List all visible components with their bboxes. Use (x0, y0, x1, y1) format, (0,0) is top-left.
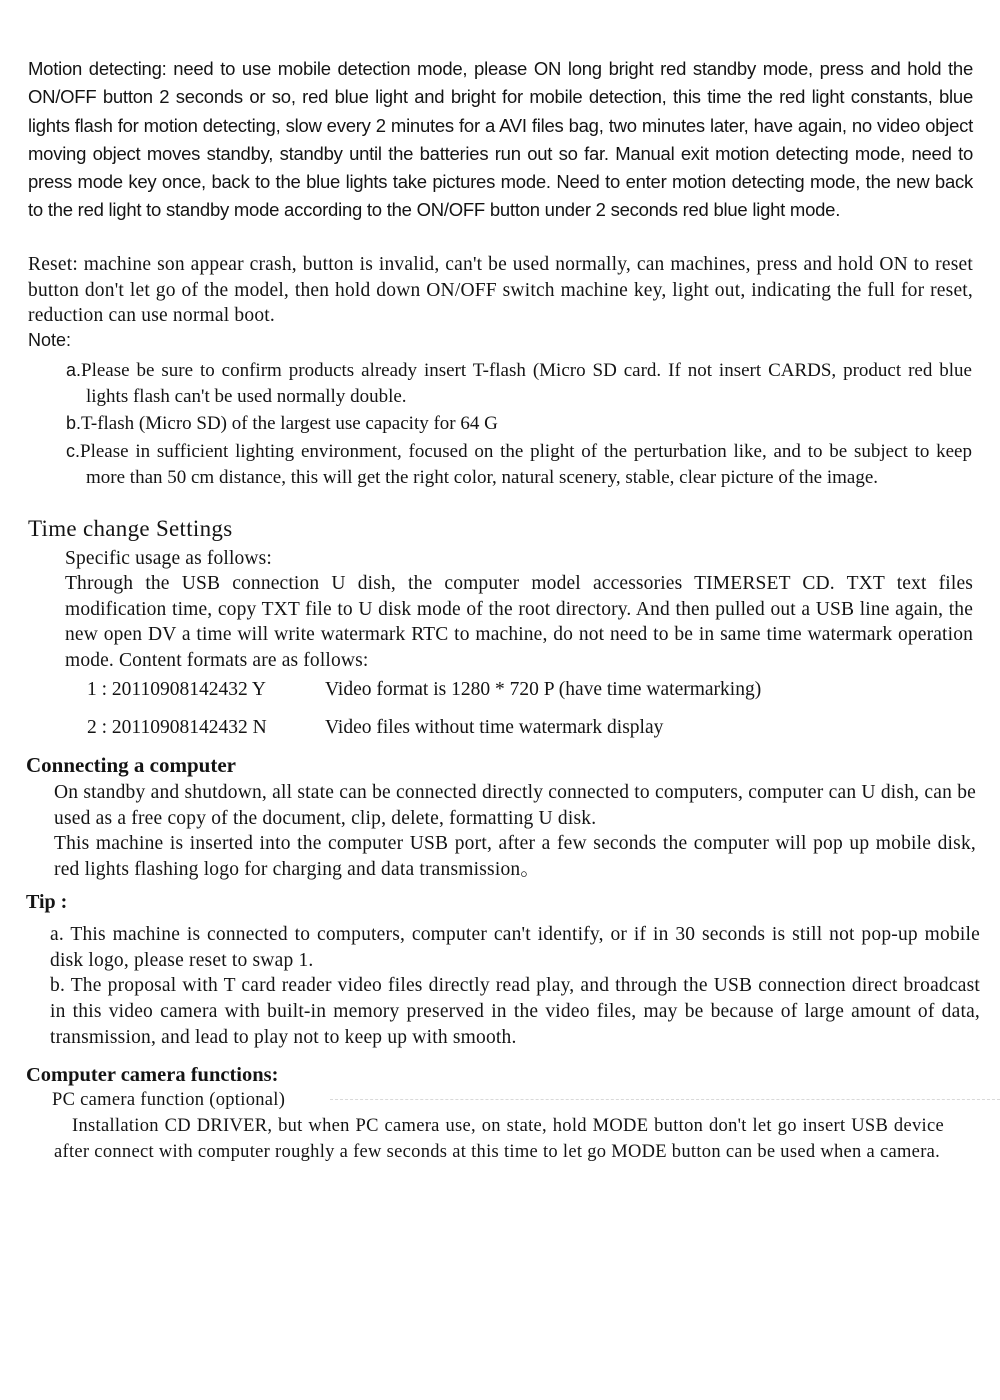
note-item-a (66, 358, 972, 409)
connecting-paragraph-1: On standby and shutdown, all state can be connected directly connected to computers, computer can U dish, can be used as a free copy of the document, clip, delete, formatting U disk. (54, 782, 976, 829)
format-description: Video format is 1280 * 720 P (have time watermarking) (325, 679, 762, 700)
note-item-text: Please in sufficient lighting environment, focused on the plight of the perturbation like, and to be subject to keep more than 50 cm distance, this will get the right color, natural scenery, stable, clear picture of the image. (80, 441, 972, 488)
note-item-letter: a. (66, 360, 82, 380)
note-item-text: Please be sure to confirm products already insert T-flash (Micro SD card. If not insert CARDS, product red blue lights flash can't be used normally double. (81, 360, 972, 407)
note-item-c (66, 439, 972, 490)
note-item-letter: c. (66, 441, 81, 461)
note-item-letter: b. (66, 413, 82, 433)
format-description: Video files without time watermark display (325, 717, 664, 738)
connecting-paragraph-2: This machine is inserted into the computer USB port, after a few seconds the computer will pop up mobile disk, red lights flashing logo for charging and data transmission。 (54, 833, 976, 880)
note-item-text: T-flash (Micro SD) of the largest use capacity for 64 G (81, 413, 498, 434)
time-change-usage: Specific usage as follows: (65, 548, 272, 569)
format-code: 2 : 20110908142432 N (87, 717, 267, 738)
format-row-1 (87, 679, 761, 701)
connecting-title: Connecting a computer (26, 753, 236, 777)
time-change-body: Through the USB connection U dish, the computer model accessories TIMERSET CD. TXT text files modification time, copy TXT file to U disk mode of the root directory. And then pulled out a USB line again, the new open DV a time will write watermark RTC to machine, do not need to be in same time watermark operation mode. Content formats are as follows: (65, 573, 973, 671)
note-item-b (66, 411, 972, 437)
format-row-2 (87, 717, 663, 739)
pc-camera-subtitle: PC camera function (optional) (52, 1090, 286, 1110)
tip-item-a: a. This machine is connected to computers, computer can't identify, or if in 30 seconds is still not pop-up mobile disk logo, please reset to swap 1. (50, 924, 980, 971)
tip-item-b: b. The proposal with T card reader video files directly read play, and through the USB connection direct broadcast in this video camera with built-in memory preserved in the video files, may be because of large amount of data, transmission, and lead to play not to keep up with smooth. (50, 975, 980, 1048)
note-label: Note: (28, 330, 72, 350)
pc-camera-paragraph: Installation CD DRIVER, but when PC camera use, on state, hold MODE button don't let go insert USB device after connect with computer roughly a few seconds at this time to let go MODE button can be used when a camera. (54, 1116, 944, 1162)
format-code: 1 : 20110908142432 Y (87, 679, 266, 700)
faint-divider (330, 1099, 1000, 1100)
reset-paragraph: Reset: machine son appear crash, button is invalid, can't be used normally, can machines, press and hold ON to reset button don't let go of the model, then hold down ON/OFF switch machine key, light out, indicating the full for reset, reduction can use normal boot. (28, 254, 973, 326)
time-change-title: Time change Settings (28, 516, 233, 541)
computer-camera-title: Computer camera functions: (26, 1064, 279, 1086)
tip-title: Tip : (26, 891, 68, 913)
motion-detecting-paragraph: Motion detecting: need to use mobile detection mode, please ON long bright red standby mode, press and hold the ON/OFF button 2 seconds or so, red blue light and bright for mobile detection, this time the red light constants, blue lights flash for motion detecting, slow every 2 minutes for a AVI files bag, two minutes later, have again, no video object moving object moves standby, standby until the batteries run out so far. Manual exit motion detecting mode, need to press mode key once, back to the blue lights take pictures mode. Need to enter motion detecting mode, the new back to the red light to standby mode according to the ON/OFF button under 2 seconds red blue light mode. (28, 58, 973, 221)
